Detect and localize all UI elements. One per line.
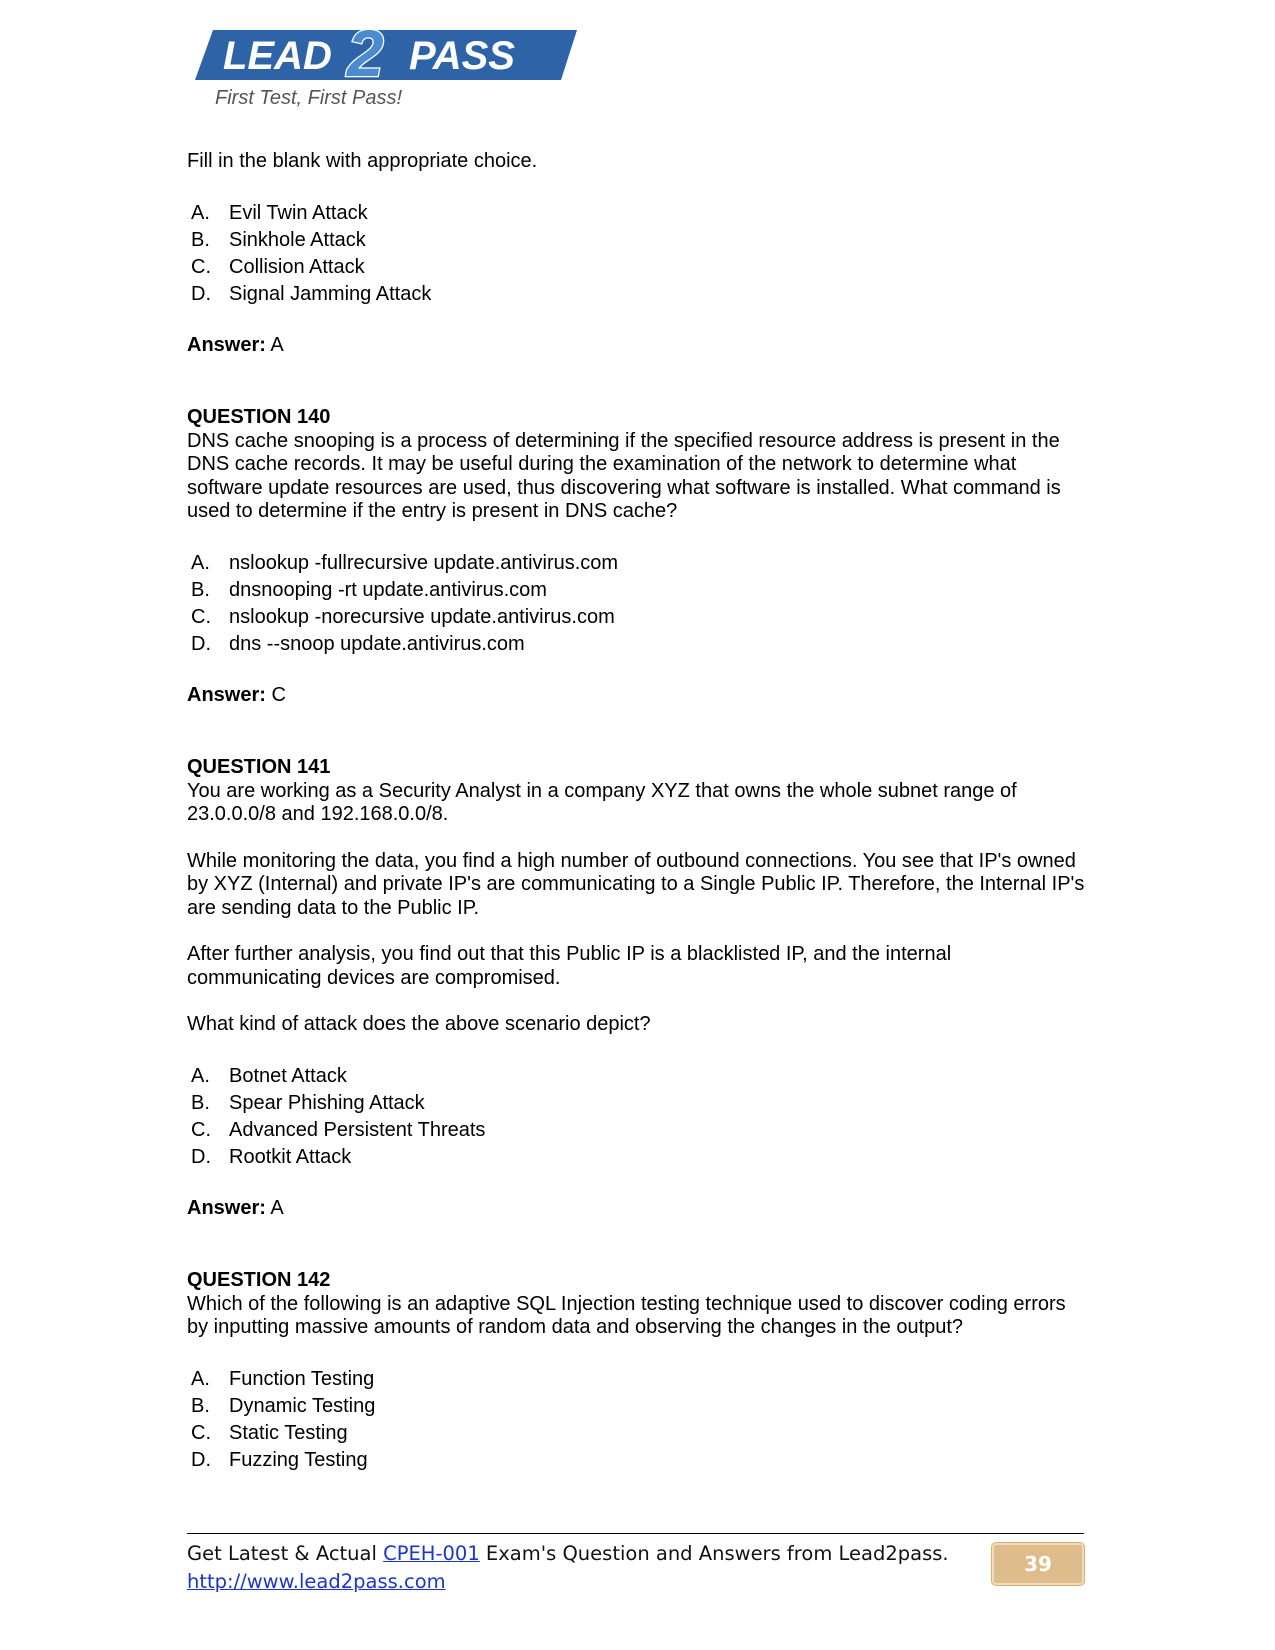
question-text: What kind of attack does the above scenario depict? xyxy=(187,1013,651,1035)
option-b: B. Dynamic Testing xyxy=(191,1394,376,1417)
answer-label: Answer: xyxy=(187,683,266,706)
option-a: A. Botnet Attack xyxy=(191,1064,347,1087)
option-d: D. Rootkit Attack xyxy=(191,1145,352,1168)
logo-tagline: First Test, First Pass! xyxy=(215,87,403,109)
option-b: B. dnsnooping -rt update.antivirus.com xyxy=(191,578,547,601)
logo-word-left: LEAD xyxy=(223,34,332,78)
answer-label: Answer: xyxy=(187,1196,266,1219)
question-title: QUESTION 142 xyxy=(187,1269,331,1291)
question-140 xyxy=(187,406,1087,707)
question-text: While monitoring the data, you find a high number of outbound connections. You see that IP's owned by XYZ (Internal) and private IP's are communicating to a Single Public IP. Therefore, the Internal IP's are sending data to the Public IP. xyxy=(187,849,1085,919)
question-title: QUESTION 140 xyxy=(187,406,331,428)
question-prompt: Fill in the blank with appropriate choice. xyxy=(187,150,538,172)
option-a: A. Evil Twin Attack xyxy=(191,201,368,224)
answer-label: Answer: xyxy=(187,333,266,356)
question-141 xyxy=(187,756,1087,1220)
option-c: C. Static Testing xyxy=(191,1421,348,1444)
page-footer xyxy=(187,1533,1084,1596)
question-142 xyxy=(187,1269,1087,1474)
option-d: D. Signal Jamming Attack xyxy=(191,282,432,305)
question-text: Which of the following is an adaptive SQL Injection testing technique used to discover coding errors by inputting massive amounts of random data and observing the changes in the output? xyxy=(187,1292,1066,1338)
option-a: A. nslookup -fullrecursive update.antivirus.com xyxy=(191,551,619,574)
option-list xyxy=(187,550,1087,658)
option-d: D. dns --snoop update.antivirus.com xyxy=(191,632,525,655)
exam-content xyxy=(187,150,1087,1500)
option-c: C. Advanced Persistent Threats xyxy=(191,1118,486,1141)
logo-numeral: 2 xyxy=(347,16,384,90)
answer-line xyxy=(187,1197,1087,1221)
option-list xyxy=(187,1063,1087,1171)
answer-value: A xyxy=(270,1196,284,1219)
option-list xyxy=(187,200,1087,308)
answer-value: A xyxy=(270,333,284,356)
answer-line xyxy=(187,684,1087,708)
footer-divider xyxy=(187,1533,1084,1534)
option-a: A. Function Testing xyxy=(191,1367,375,1390)
answer-line xyxy=(187,334,1087,358)
footer-text: Get Latest & Actual CPEH-001 Exam's Question and Answers from Lead2pass. http://www.lead2pass.com xyxy=(187,1542,949,1593)
question-text: You are working as a Security Analyst in a company XYZ that owns the whole subnet range of 23.0.0.0/8 and 192.168.0.0/8. xyxy=(187,779,1017,825)
answer-value: C xyxy=(271,683,286,706)
lead2pass-logo xyxy=(195,10,580,110)
site-link[interactable]: http://www.lead2pass.com xyxy=(187,1570,446,1593)
option-b: B. Sinkhole Attack xyxy=(191,228,366,251)
option-b: B. Spear Phishing Attack xyxy=(191,1091,425,1114)
option-list xyxy=(187,1366,1087,1474)
question-text: After further analysis, you find out that this Public IP is a blacklisted IP, and the internal communicating devices are compromised. xyxy=(187,943,952,989)
question-text: DNS cache snooping is a process of determining if the specified resource address is present in the DNS cache records. It may be useful during the examination of the network to determine what software update resources are used, thus discovering what software is installed. What command is used to determine if the entry is present in DNS cache? xyxy=(187,429,1061,522)
question-title: QUESTION 141 xyxy=(187,756,331,778)
option-c: C. Collision Attack xyxy=(191,255,365,278)
logo-word-right: PASS xyxy=(409,34,515,78)
exam-code-link[interactable]: CPEH-001 xyxy=(383,1542,480,1565)
page-number-badge: 39 xyxy=(992,1543,1084,1585)
option-d: D. Fuzzing Testing xyxy=(191,1448,368,1471)
option-c: C. nslookup -norecursive update.antivirus.com xyxy=(191,605,615,628)
